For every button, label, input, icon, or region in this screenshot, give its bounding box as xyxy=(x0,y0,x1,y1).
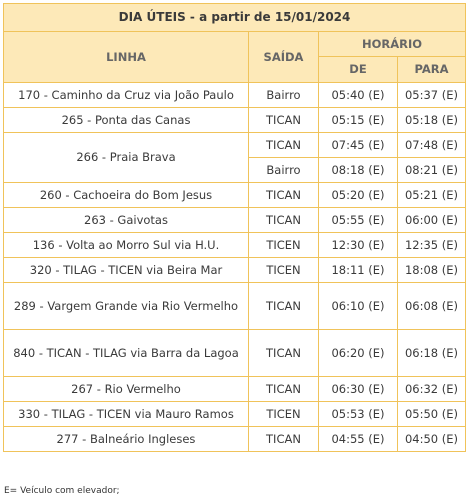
cell-linha: 277 - Balneário Ingleses xyxy=(4,427,249,452)
table-row xyxy=(4,133,466,158)
cell-linha: 267 - Rio Vermelho xyxy=(4,377,249,402)
cell-linha: 266 - Praia Brava xyxy=(4,133,249,183)
table-row xyxy=(4,183,466,208)
table-row xyxy=(4,427,466,452)
cell-saida: Bairro xyxy=(249,158,319,183)
table-row xyxy=(4,330,466,377)
cell-de: 08:18 (E) xyxy=(319,158,398,183)
cell-para: 07:48 (E) xyxy=(398,133,466,158)
cell-saida: TICAN xyxy=(249,208,319,233)
cell-saida: TICEN xyxy=(249,258,319,283)
cell-de: 18:11 (E) xyxy=(319,258,398,283)
header-para: PARA xyxy=(398,57,466,83)
cell-saida: TICAN xyxy=(249,427,319,452)
cell-para: 04:50 (E) xyxy=(398,427,466,452)
table-row xyxy=(4,83,466,108)
header-horario: HORÁRIO xyxy=(319,32,466,57)
cell-para: 18:08 (E) xyxy=(398,258,466,283)
cell-para: 08:21 (E) xyxy=(398,158,466,183)
table-row xyxy=(4,208,466,233)
footnote: E= Veículo com elevador; xyxy=(4,486,120,496)
cell-linha: 320 - TILAG - TICEN via Beira Mar xyxy=(4,258,249,283)
cell-para: 05:18 (E) xyxy=(398,108,466,133)
cell-de: 05:55 (E) xyxy=(319,208,398,233)
cell-de: 05:40 (E) xyxy=(319,83,398,108)
cell-para: 12:35 (E) xyxy=(398,233,466,258)
cell-linha: 840 - TICAN - TILAG via Barra da Lagoa xyxy=(4,330,249,377)
cell-linha: 170 - Caminho da Cruz via João Paulo xyxy=(4,83,249,108)
cell-linha: 263 - Gaivotas xyxy=(4,208,249,233)
cell-saida: TICEN xyxy=(249,402,319,427)
cell-para: 05:50 (E) xyxy=(398,402,466,427)
cell-linha: 136 - Volta ao Morro Sul via H.U. xyxy=(4,233,249,258)
table-row xyxy=(4,233,466,258)
cell-linha: 289 - Vargem Grande via Rio Vermelho xyxy=(4,283,249,330)
table-row xyxy=(4,402,466,427)
cell-para: 06:32 (E) xyxy=(398,377,466,402)
cell-de: 06:30 (E) xyxy=(319,377,398,402)
table-row xyxy=(4,283,466,330)
cell-saida: TICAN xyxy=(249,377,319,402)
header-saida: SAÍDA xyxy=(249,32,319,83)
schedule-table xyxy=(3,3,466,452)
cell-de: 07:45 (E) xyxy=(319,133,398,158)
table-row xyxy=(4,258,466,283)
cell-para: 06:00 (E) xyxy=(398,208,466,233)
cell-linha: 260 - Cachoeira do Bom Jesus xyxy=(4,183,249,208)
cell-de: 05:20 (E) xyxy=(319,183,398,208)
cell-de: 05:15 (E) xyxy=(319,108,398,133)
header-linha: LINHA xyxy=(4,32,249,83)
cell-linha: 265 - Ponta das Canas xyxy=(4,108,249,133)
cell-de: 05:53 (E) xyxy=(319,402,398,427)
cell-saida: Bairro xyxy=(249,83,319,108)
cell-de: 12:30 (E) xyxy=(319,233,398,258)
cell-saida: TICAN xyxy=(249,283,319,330)
cell-para: 06:08 (E) xyxy=(398,283,466,330)
cell-saida: TICAN xyxy=(249,330,319,377)
table-row xyxy=(4,377,466,402)
cell-saida: TICAN xyxy=(249,183,319,208)
schedule-body xyxy=(4,83,466,452)
cell-para: 06:18 (E) xyxy=(398,330,466,377)
cell-linha: 330 - TILAG - TICEN via Mauro Ramos xyxy=(4,402,249,427)
cell-saida: TICAN xyxy=(249,133,319,158)
cell-para: 05:21 (E) xyxy=(398,183,466,208)
table-row xyxy=(4,108,466,133)
schedule-container xyxy=(3,3,465,452)
cell-de: 06:20 (E) xyxy=(319,330,398,377)
cell-para: 05:37 (E) xyxy=(398,83,466,108)
cell-de: 06:10 (E) xyxy=(319,283,398,330)
cell-de: 04:55 (E) xyxy=(319,427,398,452)
header-de: DE xyxy=(319,57,398,83)
schedule-title: DIA ÚTEIS - a partir de 15/01/2024 xyxy=(4,4,466,32)
cell-saida: TICEN xyxy=(249,233,319,258)
cell-saida: TICAN xyxy=(249,108,319,133)
